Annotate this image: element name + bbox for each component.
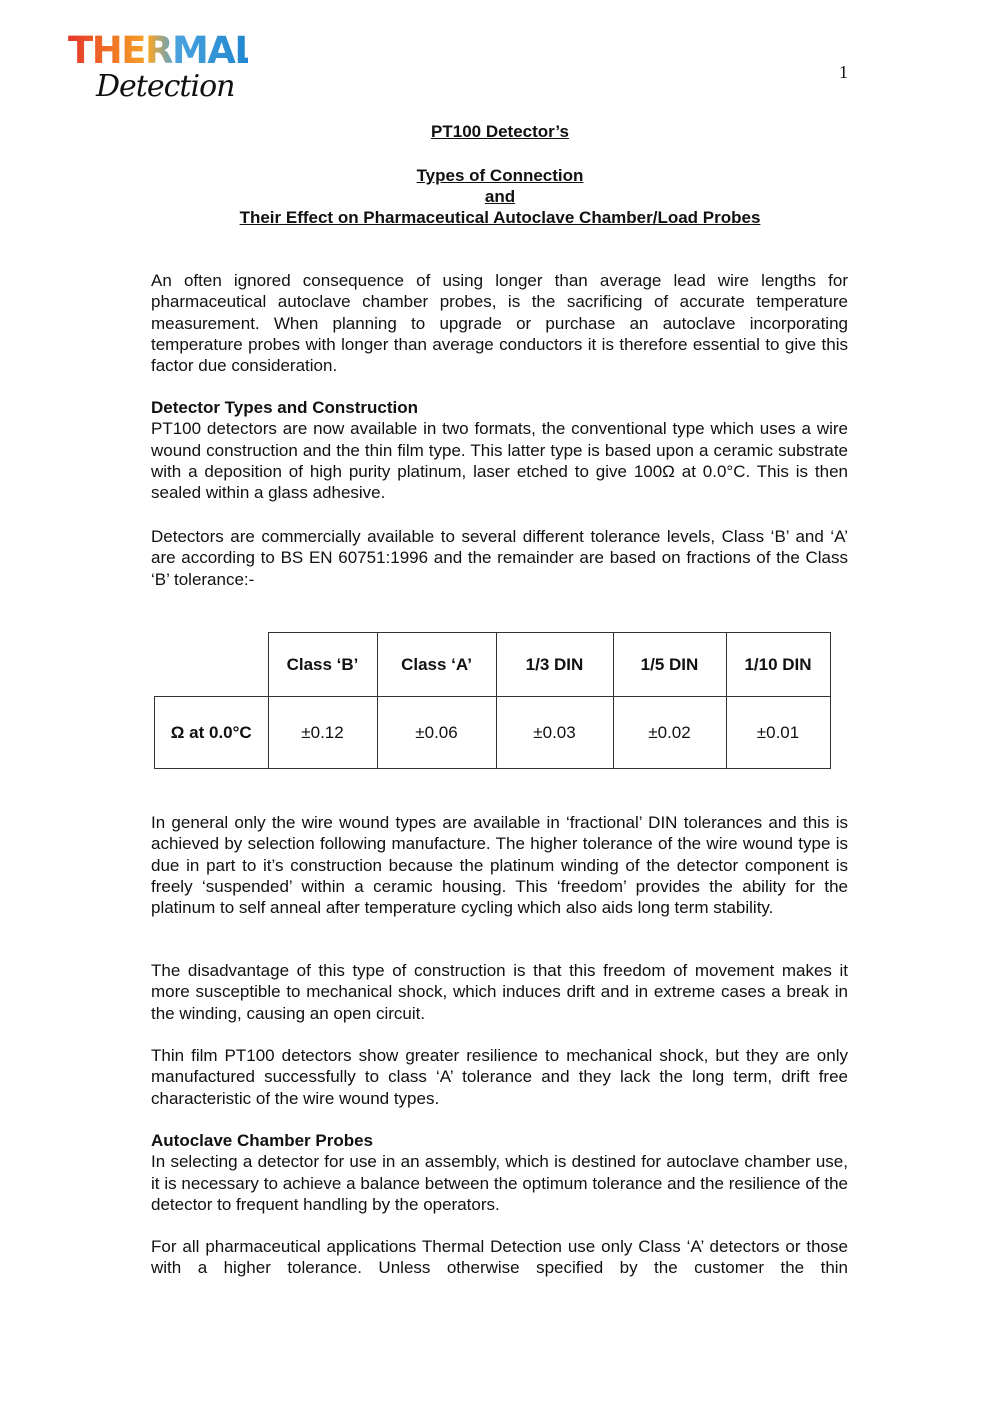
table-cell: ±0.06 bbox=[377, 697, 496, 769]
section-body: PT100 detectors are now available in two formats, the conventional type which uses a wire wound construction and the thin film type. This latter type is based upon a ceramic substrate with a deposition of high purity platinum, laser etched to give 100Ω at 0.0°C. This is then sealed within a glass adhesive. bbox=[151, 419, 848, 503]
section-detector-types bbox=[151, 397, 848, 503]
general-paragraph: In general only the wire wound types are available in ‘fractional’ DIN tolerances and this is achieved by selection following manufacture. The higher tolerance of the wire wound type is due in part to it’s construction because the platinum winding of the detector component is freely ‘suspended’ within a ceramic housing. This ‘freedom’ provides the ability for the platinum to self anneal after temperature cycling which also aids long term stability. bbox=[151, 813, 848, 918]
table-cell: ±0.01 bbox=[726, 697, 830, 769]
page-number: 1 bbox=[839, 62, 848, 82]
pharma-paragraph: For all pharmaceutical applications Thermal Detection use only Class ‘A’ detectors or those with a higher tolerance. Unless otherwise specified by the customer the thin bbox=[151, 1237, 848, 1278]
table-header-row bbox=[155, 633, 831, 697]
table-corner-cell bbox=[155, 633, 269, 697]
document-subtitle bbox=[150, 165, 850, 228]
tolerance-table bbox=[154, 632, 831, 769]
table-row bbox=[155, 697, 831, 769]
title-line-3: and bbox=[484, 187, 516, 206]
table-row-label: Ω at 0.0°C bbox=[155, 697, 269, 769]
title-line-4: Their Effect on Pharmaceutical Autoclave Chamber/Load Probes bbox=[239, 208, 761, 227]
disadvantage-paragraph: The disadvantage of this type of construction is that this freedom of movement makes it more susceptible to mechanical shock, which induces drift and in extreme cases a break in the winding, causing an open circuit. bbox=[151, 961, 848, 1023]
intro-paragraph: An often ignored consequence of using longer than average lead wire lengths for pharmaceutical autoclave chamber probes, is the sacrificing of accurate temperature measurement. When planning to upgrade or purchase an autoclave incorporating temperature probes with longer than average conductors it is therefore essential to give this factor due consideration. bbox=[151, 271, 848, 376]
table-header-cell: Class ‘B’ bbox=[268, 633, 377, 697]
thin-film-paragraph: Thin film PT100 detectors show greater resilience to mechanical shock, but they are only manufactured successfully to class ‘A’ tolerance and they lack the long term, drift free characteristic of the wire wound types. bbox=[151, 1046, 848, 1108]
document-title bbox=[150, 122, 850, 142]
logo-wordmark-thermal: THERMAL bbox=[68, 29, 257, 72]
table-header-cell: 1/5 DIN bbox=[613, 633, 726, 697]
logo-wordmark-detection: Detection bbox=[96, 69, 235, 104]
section-heading: Detector Types and Construction bbox=[151, 398, 418, 417]
title-line-2: Types of Connection bbox=[416, 166, 584, 185]
section-autoclave-probes bbox=[151, 1130, 848, 1215]
table-header-cell: Class ‘A’ bbox=[377, 633, 496, 697]
table-header-cell: 1/3 DIN bbox=[496, 633, 613, 697]
table-cell: ±0.02 bbox=[613, 697, 726, 769]
table-cell: ±0.03 bbox=[496, 697, 613, 769]
table-header-cell: 1/10 DIN bbox=[726, 633, 830, 697]
company-logo bbox=[68, 29, 257, 108]
tolerance-intro-paragraph: Detectors are commercially available to several different tolerance levels, Class ‘B’ and ‘A’ are according to BS EN 60751:1996 and the remainder are based on fractions of the Class ‘B’ tolerance:- bbox=[151, 527, 848, 589]
title-line-1: PT100 Detector’s bbox=[431, 122, 569, 141]
table-cell: ±0.12 bbox=[268, 697, 377, 769]
section-heading: Autoclave Chamber Probes bbox=[151, 1131, 374, 1150]
section-body: In selecting a detector for use in an assembly, which is destined for autoclave chamber use, it is necessary to achieve a balance between the optimum tolerance and the resilience of the detector to frequent handling by the operators. bbox=[151, 1152, 848, 1214]
